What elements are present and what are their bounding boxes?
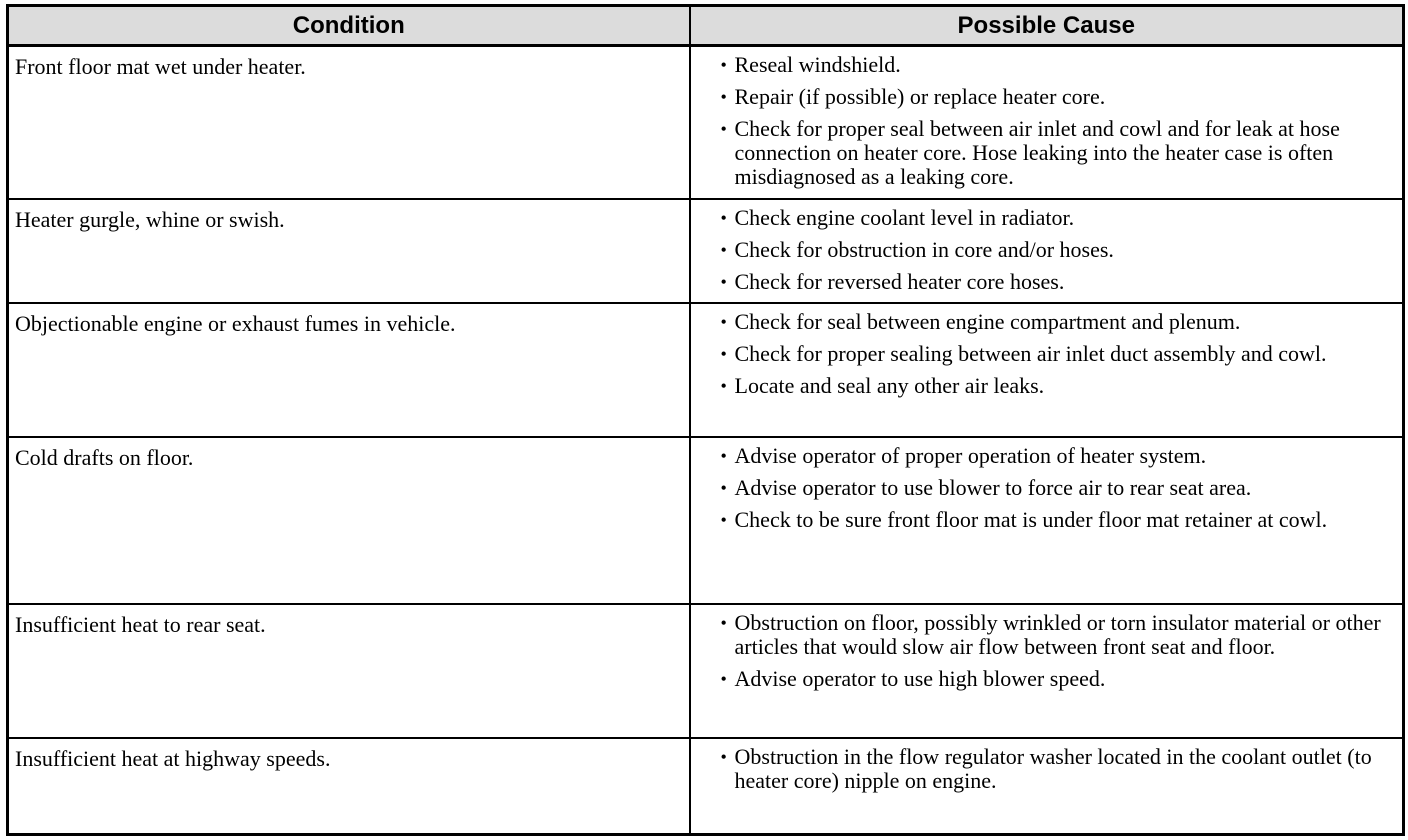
cause-item xyxy=(721,444,1393,468)
table-row xyxy=(8,604,1404,738)
cause-text: Check for reversed heater core hoses. xyxy=(734,268,1065,294)
condition-cell: Heater gurgle, whine or swish. xyxy=(8,199,690,303)
bullet-icon: • xyxy=(720,343,727,364)
bullet-icon: • xyxy=(720,445,727,466)
bullet-icon: • xyxy=(720,477,727,498)
cause-item xyxy=(721,85,1393,109)
condition-cell: Cold drafts on floor. xyxy=(8,437,690,604)
cause-item xyxy=(721,310,1393,334)
cause-list xyxy=(721,444,1393,532)
cause-text: Check to be sure front floor mat is under floor mat retainer at cowl. xyxy=(734,506,1328,532)
cause-item xyxy=(721,53,1393,77)
table-row xyxy=(8,437,1404,604)
bullet-icon: • xyxy=(720,239,727,260)
bullet-icon: • xyxy=(720,668,727,689)
cause-cell xyxy=(690,437,1404,604)
cause-cell xyxy=(690,199,1404,303)
bullet-icon: • xyxy=(720,375,727,396)
cause-text: Check for seal between engine compartment and plenum. xyxy=(734,308,1241,334)
bullet-icon: • xyxy=(720,55,727,75)
cause-text: Repair (if possible) or replace heater core. xyxy=(734,84,1106,109)
cause-cell xyxy=(690,303,1404,437)
bullet-icon: • xyxy=(720,746,727,767)
bullet-icon: • xyxy=(720,119,727,139)
cause-item xyxy=(721,611,1393,659)
table-row xyxy=(8,738,1404,835)
cause-item xyxy=(721,270,1393,294)
cause-text: Advise operator to use blower to force air to rear seat area. xyxy=(734,474,1252,500)
bullet-icon: • xyxy=(720,207,727,228)
cause-text: Obstruction on floor, possibly wrinkled or torn insulator material or other articles that would slow air flow between front seat and floor. xyxy=(734,609,1381,659)
cause-cell xyxy=(690,46,1404,199)
cause-item xyxy=(721,374,1393,398)
cause-item xyxy=(721,117,1393,189)
cause-text: Advise operator to use high blower speed. xyxy=(734,665,1106,691)
diagnosis-table xyxy=(6,4,1405,836)
cause-item xyxy=(721,476,1393,500)
cause-list xyxy=(721,53,1393,189)
cause-cell xyxy=(690,604,1404,738)
condition-cell: Insufficient heat to rear seat. xyxy=(8,604,690,738)
condition-cell: Front floor mat wet under heater. xyxy=(8,46,690,199)
diagnosis-document xyxy=(6,4,1402,830)
table-row xyxy=(8,303,1404,437)
cause-text: Obstruction in the flow regulator washer located in the coolant outlet (to heater core) nipple on engine. xyxy=(734,743,1372,793)
cause-item xyxy=(721,667,1393,691)
cause-cell xyxy=(690,738,1404,835)
cause-list xyxy=(721,611,1393,691)
cause-item xyxy=(721,342,1393,366)
condition-header: Condition xyxy=(8,6,690,46)
cause-text: Check for proper sealing between air inlet duct assembly and cowl. xyxy=(734,340,1327,366)
cause-text: Reseal windshield. xyxy=(734,52,901,77)
condition-cell: Insufficient heat at highway speeds. xyxy=(8,738,690,835)
table-row xyxy=(8,199,1404,303)
table-row xyxy=(8,46,1404,199)
cause-text: Locate and seal any other air leaks. xyxy=(734,372,1045,398)
condition-cell: Objectionable engine or exhaust fumes in vehicle. xyxy=(8,303,690,437)
cause-list xyxy=(721,310,1393,398)
cause-item xyxy=(721,508,1393,532)
cause-item xyxy=(721,745,1393,793)
bullet-icon: • xyxy=(720,271,727,292)
cause-text: Check for proper seal between air inlet and cowl and for leak at hose connection on heater core. Hose leaking into the heater case is often misdiagnosed as a leaking core. xyxy=(734,116,1340,189)
cause-item xyxy=(721,238,1393,262)
bullet-icon: • xyxy=(720,311,727,332)
possible-cause-header: Possible Cause xyxy=(690,6,1404,46)
cause-text: Advise operator of proper operation of heater system. xyxy=(734,442,1207,468)
cause-list xyxy=(721,745,1393,793)
cause-text: Check engine coolant level in radiator. xyxy=(734,204,1075,230)
header-row xyxy=(8,6,1404,46)
cause-list xyxy=(721,206,1393,294)
cause-item xyxy=(721,206,1393,230)
cause-text: Check for obstruction in core and/or hoses. xyxy=(734,236,1114,262)
bullet-icon: • xyxy=(720,87,727,107)
bullet-icon: • xyxy=(720,509,727,530)
bullet-icon: • xyxy=(720,612,727,633)
